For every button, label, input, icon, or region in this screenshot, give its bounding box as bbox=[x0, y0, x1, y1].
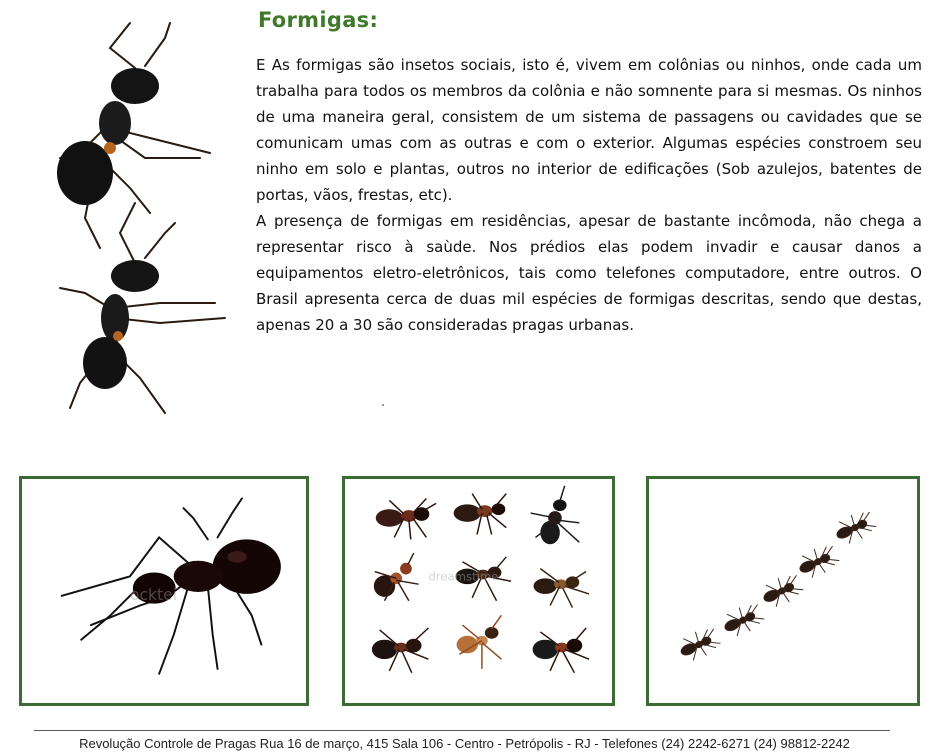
footer-divider bbox=[34, 730, 890, 731]
footer-contact: Revolução Controle de Pragas Rua 16 de março, 415 Sala 106 - Centro - Petrópolis - RJ - Telefones (24) 2242-6271 (24) 98812-2242 bbox=[79, 736, 850, 751]
black-ant-photo bbox=[19, 476, 309, 706]
article-body bbox=[256, 52, 922, 338]
page-title: Formigas: bbox=[258, 8, 379, 32]
paragraph-1: E As formigas são insetos sociais, isto é, vivem em colônias ou ninhos, onde cada um trabalha para todos os membros da colônia e não somnente para si mesmas. Os ninhos de uma maneira geral, consistem de um sistema de passagens ou cavidades que se comunicam umas com as outras e com o exterior. Algumas espécies constroem seu ninho em solo e plantas, outros no interior de edificações (Sob azulejos, batentes de portas, vãos, frestas, etc). bbox=[256, 56, 922, 204]
ant-pair-illustration bbox=[40, 18, 240, 418]
watermark: dreamstime bbox=[428, 569, 499, 584]
paragraph-2: A presença de formigas em residências, apesar de bastante incômoda, não chega a representar risco à saùde. Nos prédios elas podem invadir e causar danos a equipamentos eletro-eletrônicos, tais como telefones computadore, entre outros. O Brasil apresenta cerca de duas mil espécies de formigas descritas, sendo que destas, apenas 20 a 30 são consideradas pragas urbanas. bbox=[256, 212, 922, 334]
ant-trail-photo bbox=[646, 476, 920, 706]
ant-species-grid bbox=[342, 476, 615, 706]
decorative-dot bbox=[382, 404, 384, 406]
watermark: ocktei bbox=[129, 585, 178, 604]
